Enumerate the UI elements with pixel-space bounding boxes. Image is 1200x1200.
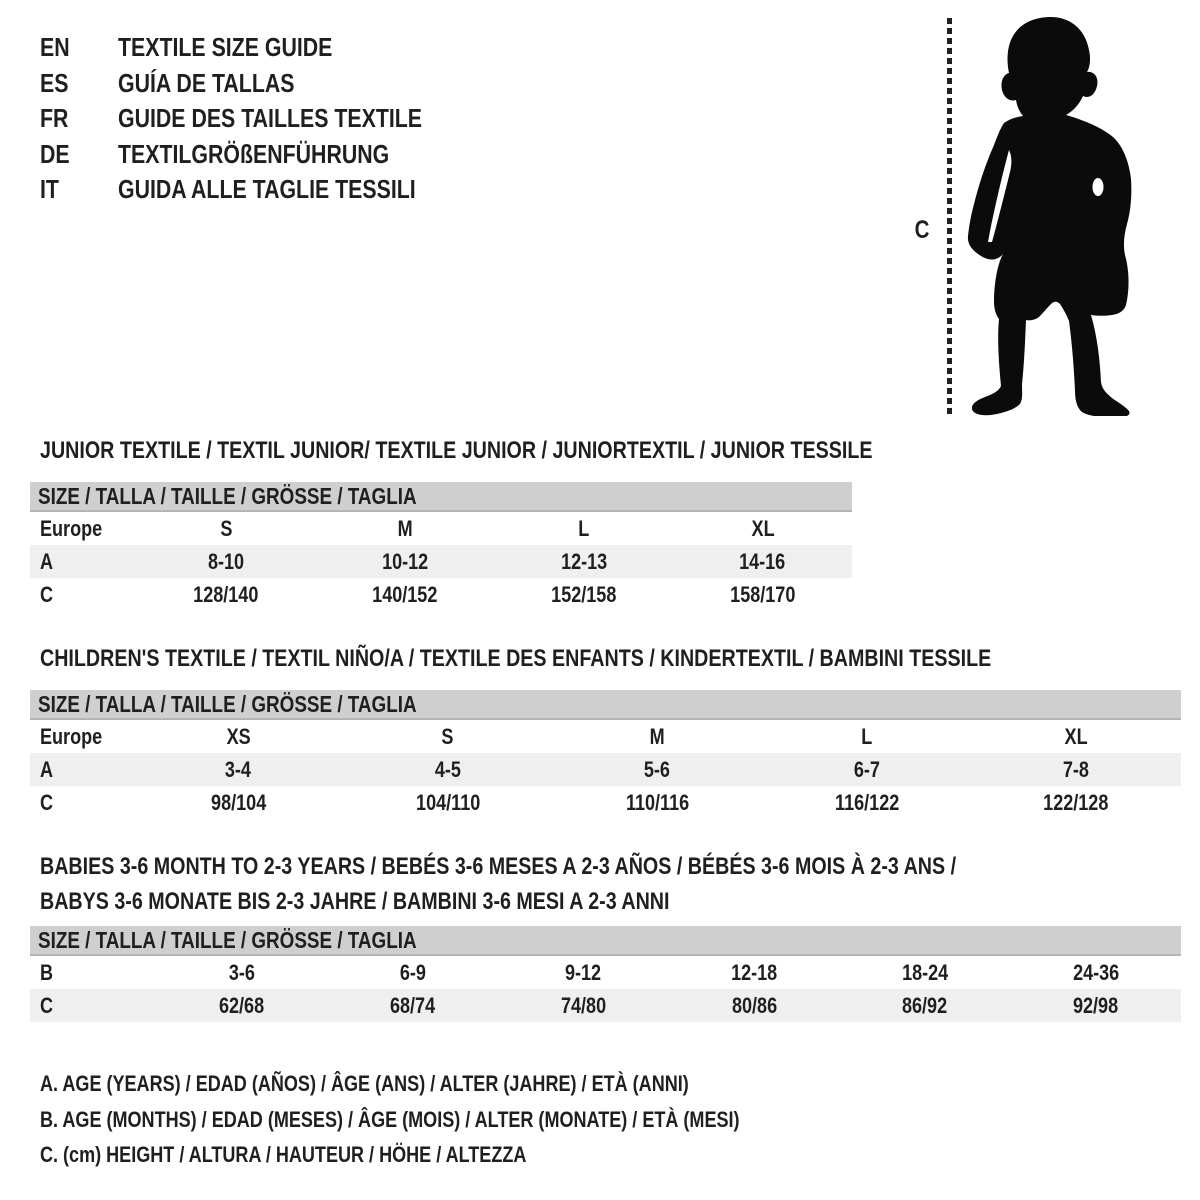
value-cell [673,516,852,542]
value-cell [840,993,1011,1019]
table-body [30,512,852,611]
cell-text: 6-7 [853,756,880,782]
cell-text: 110/116 [625,789,689,815]
value-cell [972,790,1181,816]
cell-text: 12-13 [560,548,607,574]
footnote-a [40,1066,893,1102]
cell-text: C [40,581,54,607]
cell-text: A [40,756,54,782]
language-title: TEXTILGRÖßENFÜHRUNG [118,138,390,169]
size-table-header [30,690,1181,720]
language-title: GUIDE DES TAILLES TEXTILE [118,103,423,133]
cell-text: Europe [40,723,103,749]
value-cell [327,993,498,1019]
cell-text: 24-36 [1072,959,1119,985]
cell-text: XL [1064,723,1088,749]
table-row [30,956,1181,989]
value-cell [494,549,673,575]
value-cell [673,582,852,608]
table-row [30,989,1181,1022]
cell-text: L [578,515,590,541]
junior-size-table [30,482,852,611]
cell-text: 86/92 [902,992,948,1018]
row-label-cell [30,724,134,750]
value-cell [343,790,552,816]
language-code-text: FR [40,103,69,133]
babies-size-table [30,926,1181,1022]
row-label-cell [30,757,134,783]
row-label-cell [30,549,137,575]
value-cell [840,960,1011,986]
cell-text: 140/152 [372,581,438,607]
cell-text: 122/128 [1043,789,1109,815]
cell-text: 14-16 [739,548,786,574]
language-code [40,30,118,66]
language-code [40,137,118,173]
cell-text: 98/104 [210,789,266,815]
language-code-text: DE [40,138,70,169]
table-row [30,545,852,578]
cell-text: 18-24 [901,959,948,985]
row-label-cell [30,993,157,1019]
value-cell [157,960,328,986]
children-section-title [40,641,1200,676]
value-cell [972,757,1181,783]
cell-text: 12-18 [731,959,778,985]
babies-section-title-line2: BABYS 3-6 MONATE BIS 2-3 JAHRE / BAMBINI 3-6 MESI A 2-3 ANNI [40,888,670,915]
height-measure-dashed-line [947,18,952,414]
cell-text: 80/86 [731,992,777,1018]
value-cell [343,724,552,750]
cell-text: 104/110 [415,789,480,815]
language-row [40,137,489,173]
value-cell [137,516,316,542]
cell-text: A [40,548,54,574]
value-cell [137,549,316,575]
row-label-cell [30,516,137,542]
cell-text: C [40,992,54,1018]
cell-text: B [40,959,54,985]
language-row [40,66,489,102]
cell-text: S [441,723,454,749]
size-table-header-text: SIZE / TALLA / TAILLE / GRÖSSE / TAGLIA [38,691,417,717]
value-cell [669,960,840,986]
value-cell [137,582,316,608]
cell-text: 68/74 [390,992,436,1018]
cell-text: 4-5 [434,756,461,782]
language-code-text: EN [40,32,70,62]
cell-text: 74/80 [560,992,607,1018]
value-cell [494,582,673,608]
footnote-b-text: B. AGE (MONTHS) / EDAD (MESES) / ÂGE (MOIS) / ALTER (MONATE) / ETÀ (MESI) [40,1106,740,1132]
cell-text: M [649,723,665,749]
language-title: GUIDA ALLE TAGLIE TESSILI [118,174,416,204]
value-cell [157,993,328,1019]
value-cell [972,724,1181,750]
cell-text: 7-8 [1063,756,1090,782]
cell-text: C [40,789,54,815]
value-cell [498,960,669,986]
language-code [40,66,118,102]
cell-text: 5-6 [644,756,671,782]
language-title: TEXTILE SIZE GUIDE [118,32,333,62]
size-table-header-text: SIZE / TALLA / TAILLE / GRÖSSE / TAGLIA [38,927,417,953]
value-cell [553,790,762,816]
size-table-header [30,926,1181,956]
children-size-table [30,690,1181,819]
cell-text: 3-6 [228,959,256,985]
cell-text: 3-4 [225,756,252,782]
value-cell [134,790,343,816]
cell-text: 92/98 [1073,992,1119,1018]
footnote-b [40,1102,893,1138]
row-label-cell [30,790,134,816]
language-code [40,101,118,137]
table-row [30,753,1181,786]
cell-text: 6-9 [399,959,426,985]
value-cell [327,960,498,986]
toddler-silhouette [963,14,1135,416]
cell-text: 62/68 [219,992,265,1018]
footnote-c-text: C. (cm) HEIGHT / ALTURA / HAUTEUR / HÖHE / ALTEZZA [40,1142,527,1168]
row-label-cell [30,960,157,986]
value-cell [134,757,343,783]
value-cell [316,582,495,608]
value-cell [316,549,495,575]
cell-text: 158/170 [729,581,796,607]
language-row [40,30,489,66]
cell-text: 10-12 [381,548,429,574]
value-cell [762,724,971,750]
table-row [30,720,1181,753]
cell-text: 128/140 [193,581,259,607]
value-cell [1010,993,1181,1019]
cell-text: L [861,723,873,749]
cell-text: 152/158 [551,581,617,607]
footnotes [40,1066,893,1173]
table-row [30,512,852,545]
value-cell [343,757,552,783]
table-body [30,720,1181,819]
table-row [30,578,852,611]
cell-text: M [397,515,413,541]
children-section-title-text: CHILDREN'S TEXTILE / TEXTIL NIÑO/A / TEXTILE DES ENFANTS / KINDERTEXTIL / BAMBINI TESSILE [40,645,992,672]
language-code-text: ES [40,67,69,98]
language-row [40,101,489,137]
footnote-a-text: A. AGE (YEARS) / EDAD (AÑOS) / ÂGE (ANS) / ALTER (JAHRE) / ETÀ (ANNI) [40,1071,689,1096]
cell-text: 116/122 [834,789,899,815]
size-table-header-text: SIZE / TALLA / TAILLE / GRÖSSE / TAGLIA [38,483,417,509]
cell-text: Europe [40,515,103,541]
cell-text: XL [751,515,775,541]
table-body [30,956,1181,1022]
babies-section-title-line1: BABIES 3-6 MONTH TO 2-3 YEARS / BEBÉS 3-6 MESES A 2-3 AÑOS / BÉBÉS 3-6 MOIS À 2-3 ANS / [40,853,957,880]
value-cell [1010,960,1181,986]
measure-label-c [902,216,942,245]
row-label-cell [30,582,137,608]
cell-text: XS [226,723,251,749]
value-cell [498,993,669,1019]
language-title: GUÍA DE TALLAS [118,67,295,98]
table-row [30,786,1181,819]
value-cell [673,549,852,575]
value-cell [669,993,840,1019]
value-cell [494,516,673,542]
language-code [40,172,118,208]
cell-text: 8-10 [208,548,245,574]
language-row [40,172,489,208]
value-cell [134,724,343,750]
value-cell [553,724,762,750]
junior-section-title-text: JUNIOR TEXTILE / TEXTIL JUNIOR/ TEXTILE JUNIOR / JUNIORTEXTIL / JUNIOR TESSILE [40,437,873,464]
cell-text: S [220,515,233,541]
measure-label-text: C [914,216,930,244]
language-code-text: IT [40,174,59,204]
value-cell [762,757,971,783]
size-table-header [30,482,852,512]
language-list [40,30,489,208]
junior-section-title [40,433,1055,468]
value-cell [553,757,762,783]
babies-section-title [40,849,1157,919]
value-cell [762,790,971,816]
cell-text: 9-12 [565,959,602,985]
footnote-c [40,1137,893,1173]
value-cell [316,516,495,542]
